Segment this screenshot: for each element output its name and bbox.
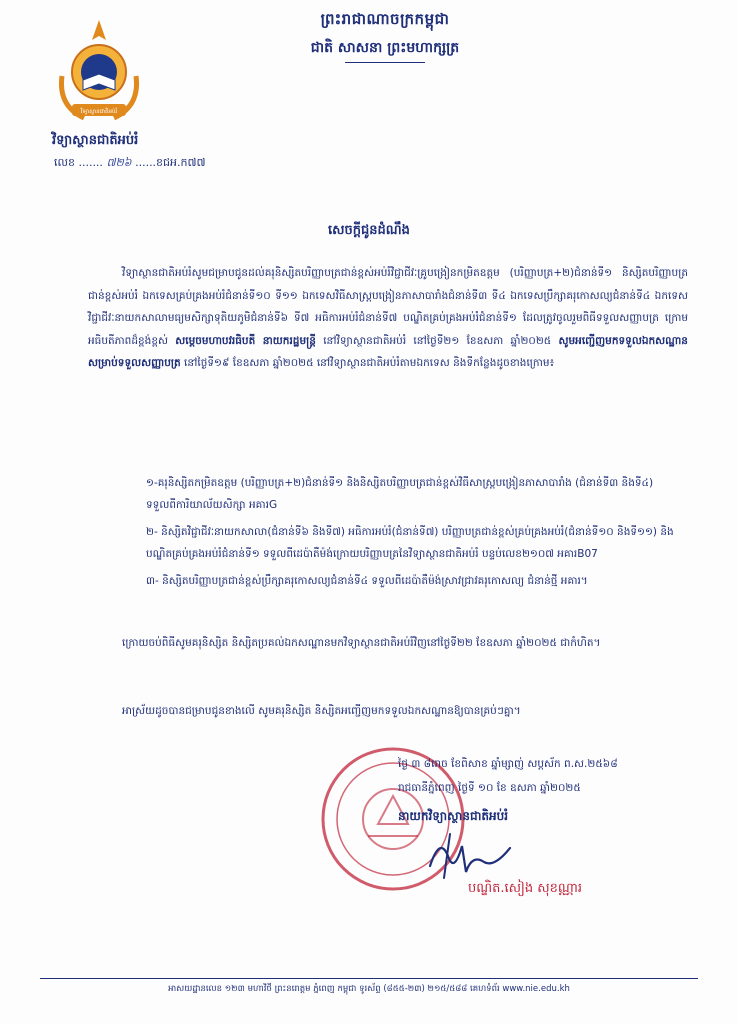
signatory-title: នាយកវិទ្យាស្ថានជាតិអប់រំ — [398, 809, 509, 823]
closing-paragraph: អាស្រ័យដូចបានជម្រាបជូនខាងលើ សូមគរុនិស្សិត និស្សិតអញ្ជើញមកទទួលឯកសណ្ឋានឱ្យបានគ្រប់ៗគ្នា។ — [122, 705, 521, 717]
list-item: ១-គរុនិស្សិតកម្រិតឧត្តម (បរិញ្ញាបត្រ+២)ជំនាន់ទី១ និងនិស្សិតបរិញ្ញាបត្រជាន់ខ្ពស់វិធីសាស្ត្របង្រៀនភាសាបារាំង (ជំនាន់ទី៣ និងទី៤) ទទួលពីការិយាល័យសិក្សា អគារG — [146, 477, 654, 511]
main-paragraph — [88, 262, 688, 375]
document-title: សេចក្តីជូនដំណឹង — [328, 223, 410, 238]
ref-number: ៧២៦ — [106, 156, 132, 169]
para1-bold-a: សម្តេចមហាបវរធិបតី នាយករដ្ឋមន្ត្រី — [175, 334, 316, 347]
para1-part-c: នៅថ្ងៃទី១៩ ខែឧសភា ឆ្នាំ២០២៥ នៅវិទ្យាស្ថានជាតិអប់រំតាមឯកទេស និងទីកន្លែងដូចខាងក្រោម៖ — [184, 357, 555, 369]
ref-label: លេខ — [54, 156, 75, 169]
institute-logo-icon — [50, 18, 148, 126]
svg-text:វិទ្យាស្ថានជាតិអប់រំ: វិទ្យាស្ថានជាតិអប់រំ — [80, 109, 118, 115]
footer-divider — [40, 978, 698, 979]
pickup-location-list — [146, 473, 686, 599]
para1-part-b: នៅវិទ្យាស្ថានជាតិអប់រំ នៅថ្ងៃទី២១ ខែឧសភា ឆ្នាំ២០២៥ — [323, 334, 552, 347]
list-item: ២- និស្សិតវិជ្ជាជីវៈនាយកសាលា(ជំនាន់ទី៦ និងទី៧) អធិការអប់រំ(ជំនាន់ទី៧) បរិញ្ញាបត្រជាន់ខ្ពស់គ្រប់គ្រងអប់រំ(ជំនាន់ទី១០ និងទី១១) និងបណ្ឌិតគ្រប់គ្រងអប់រំជំនាន់ទី១ ទទួលពីដេប៉ាតឺម៉ង់ក្រោយបរិញ្ញាបត្រនៃវិទ្យាស្ថានជាតិអប់រំ បន្ទប់លេខ២១០៧ អគារB07 — [146, 526, 674, 560]
return-instruction-paragraph: ក្រោយចប់ពិធីសូមគរុនិស្សិត និស្សិតប្រគល់ឯកសណ្ឋានមកវិទ្យាស្ថានជាតិអប់រំវិញនៅថ្ងៃទី២២ ខែឧសភា ឆ្នាំ២០២៥ ជាកំហិត។ — [122, 637, 601, 649]
para1-part-a: វិទ្យាស្ថានជាតិអប់រំសូមជម្រាបជូនដល់គរុនិស្សិតបរិញ្ញាបត្រជាន់ខ្ពស់អប់រំវិជ្ជាជីវៈគ្រូបង្រៀនកម្រិតឧត្តម (បរិញ្ញាបត្រ+២)ជំនាន់ទី១ និស្សិតបរិញ្ញាបត្រជាន់ខ្ពស់អប់រំ ឯកទេសគ្រប់គ្រងអប់រំជំនាន់ទី១០ ទី១១ ឯកទេសវិធីសាស្ត្របង្រៀនភាសាបារាំងជំនាន់ទី៣ ទី៤ ឯកទេសប្រឹក្សាគរុកោសល្យជំនាន់ទី៤ ឯកទេសវិជ្ជាជីវៈនាយកសាលាមធ្យមសិក្សាទុតិយភូមិជំនាន់ទី៦ ទី៧ អធិការអប់រំជំនាន់ទី៧ បណ្ឌិតគ្រប់គ្រងអប់រំជំនាន់ទី១ ដែលត្រូវចូលរួមពិធីទទួលសញ្ញាបត្រ ក្រោមអធិបតីភាពដ៏ខ្ពង់ខ្ពស់ — [88, 267, 688, 347]
ref-suffix: ......ខជអ.ក៧៧ — [135, 156, 206, 169]
solar-date: រាជធានីភ្នំពេញ ថ្ងៃទី ១០ ខែ ឧសភា ឆ្នាំ២០២៥ — [398, 782, 581, 794]
signer-name: បណ្ឌិត.សៀង សុខណ្ណារ — [468, 881, 583, 896]
reference-number-line: លេខ ....... ៧២៦ ......ខជអ.ក៧៧ — [54, 156, 206, 169]
handwritten-signature-icon — [410, 826, 520, 882]
para1-bold-b: សូមអញ្ជើញមកទទួលឯកសណ្ឋានសម្រាប់ទទួលសញ្ញាបត្រ — [88, 334, 688, 369]
list-item: ៣- និស្សិតបរិញ្ញាបត្រជាន់ខ្ពស់ប្រឹក្សាគរុកោសល្យជំនាន់ទី៤ ទទួលពីដេប៉ាតឺម៉ង់ស្រាវជ្រាវគរុកោសល្យ ជំនាន់ថ្មី អគារ។ — [146, 575, 588, 587]
national-motto: ជាតិ សាសនា ព្រះមហាក្សត្រ — [310, 40, 460, 56]
lunar-date: ថ្ងៃ ៣ ៨រោច ខែពិសាខ ឆ្នាំម្សាញ់ សប្តស័ក ព.ស.២៥៦៨ — [398, 758, 618, 770]
motto-divider — [345, 62, 425, 63]
institute-name: វិទ្យាស្ថានជាតិអប់រំ — [52, 133, 139, 148]
kingdom-heading: ព្រះរាជាណាចក្រកម្ពុជា — [320, 10, 450, 28]
footer-address: អាសយដ្ឋានលេខ ១២៣ មហាវិថី ព្រះនរោត្តម ភ្នំពេញ កម្ពុជា ទូរស័ព្ទ (៨៥៥-២៣) ២១៥/៥៨៨ គេហទំព័រ www.nie.edu.kh — [168, 984, 570, 994]
